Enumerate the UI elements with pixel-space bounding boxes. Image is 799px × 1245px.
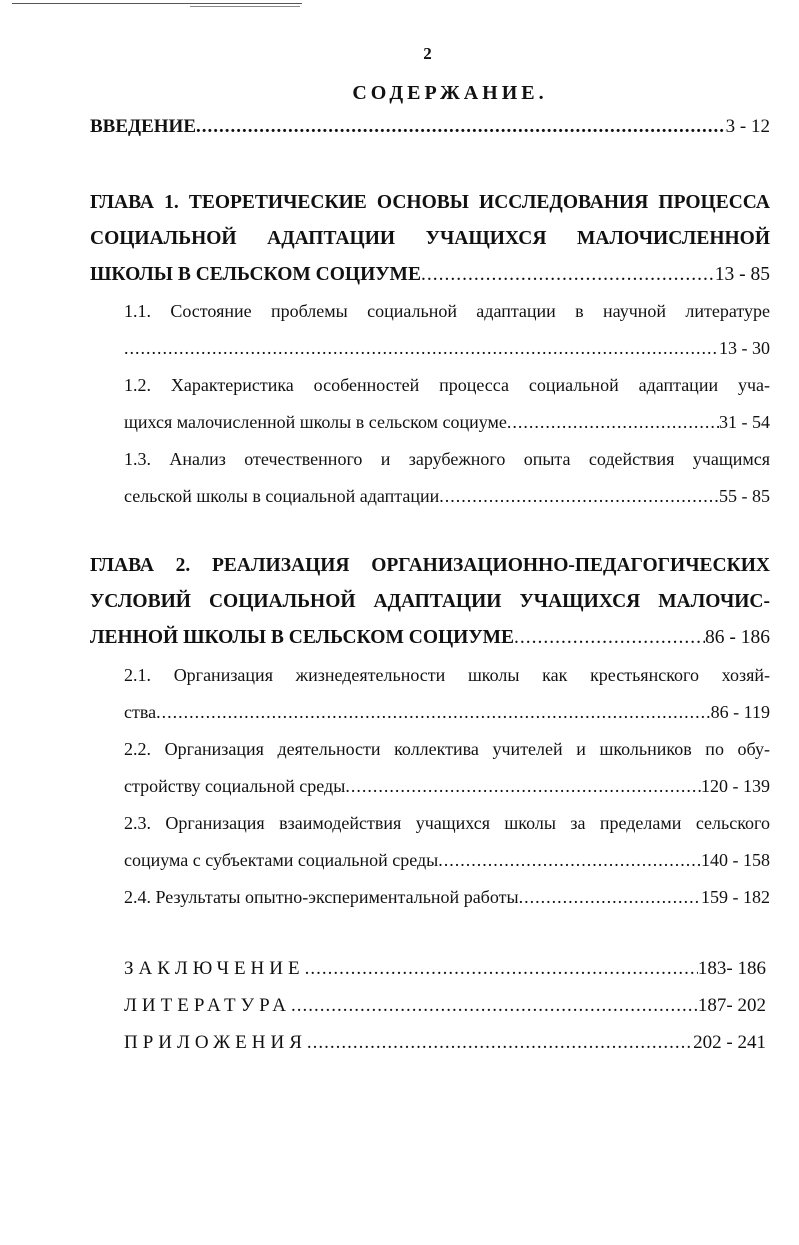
section-title-line: 1.2. Характеристика особенностей процесса социальной адаптации уча- [124,375,770,395]
section-title-last-line [124,330,770,367]
page-title: СОДЕРЖАНИЕ. [352,82,548,104]
chapter-title-line: УСЛОВИЙ СОЦИАЛЬНОЙ АДАПТАЦИИ УЧАЩИХСЯ МАЛОЧИС- [90,591,770,612]
chapter-title-last-line [90,257,770,293]
dot-leader [124,330,719,367]
chapter-title-tail: ЛЕННОЙ ШКОЛЫ В СЕЛЬСКОМ СОЦИУМЕ [90,627,515,648]
toc-entry-pages: 187- 202 [697,995,766,1016]
dot-leader [438,842,701,879]
toc-appendices [124,1032,766,1054]
section-title-line: 2.1. Организация жизнедеятельности школы как крестьянского хозяй- [124,665,770,685]
toc-entry-pages: 202 - 241 [693,1032,766,1053]
toc-entry-pages: 159 - 182 [701,887,770,907]
section-title-last-line [124,694,770,731]
dot-leader [196,116,726,138]
section-title-tail: ства [124,702,157,722]
section-title-line: 1.3. Анализ отечественного и зарубежного опыта содействия учащимся [124,449,770,469]
toc-entry-pages: 55 - 85 [719,486,770,506]
toc-entry-pages: 13 - 30 [719,338,770,358]
section-title-last-line [124,404,770,441]
dot-leader [507,404,719,441]
chapter-title-line: ГЛАВА 2. РЕАЛИЗАЦИЯ ОРГАНИЗАЦИОННО-ПЕДАГОГИЧЕСКИХ [90,555,770,576]
chapter-title-line: СОЦИАЛЬНОЙ АДАПТАЦИИ УЧАЩИХСЯ МАЛОЧИСЛЕННОЙ [90,228,770,249]
chapter-title-tail: ШКОЛЫ В СЕЛЬСКОМ СОЦИУМЕ [90,264,421,285]
toc-entry-pages: 3 - 12 [725,116,770,137]
page-number: 2 [423,44,432,63]
toc-entry-label: ПРИЛОЖЕНИЯ [124,1032,307,1053]
section-title-last-line [124,768,770,805]
section-title-tail: социума с субъектами социальной среды [124,850,439,870]
section-title-tail: 2.4. Результаты опытно-экспериментальной работы [124,887,519,907]
toc-section-2-2 [124,731,770,805]
dot-leader [291,995,698,1017]
dot-leader [305,958,698,980]
toc-entry-pages: 183- 186 [697,958,766,979]
toc-conclusion [124,958,766,980]
section-title-tail: сельской школы в социальной адаптации [124,486,440,506]
toc-chapter-2 [90,548,770,656]
toc-literature [124,995,766,1017]
chapter-title-line: ГЛАВА 1. ТЕОРЕТИЧЕСКИЕ ОСНОВЫ ИССЛЕДОВАНИЯ ПРОЦЕССА [90,192,770,213]
toc-section-1-1 [124,293,770,367]
toc-section-2-3 [124,805,770,879]
toc-section-2-1 [124,657,770,731]
toc-chapter-1 [90,185,770,293]
toc-entry-label: ВВЕДЕНИЕ [90,116,196,137]
dot-leader [307,1032,693,1054]
toc-section-2-4 [124,879,770,916]
toc-entry-pages: 120 - 139 [701,776,770,796]
dot-leader [514,620,705,656]
dot-leader [519,879,701,916]
toc-entry-pages: 31 - 54 [719,412,770,432]
dot-leader [421,257,715,293]
toc-entry-pages: 86 - 119 [710,702,770,722]
toc-entry-pages: 140 - 158 [701,850,770,870]
section-title-last-line [124,879,770,916]
section-title-last-line [124,478,770,515]
dot-leader [439,478,719,515]
dot-leader [345,768,701,805]
toc-section-1-2 [124,367,770,441]
scan-artifact-line [190,6,300,7]
section-title-line: 2.2. Организация деятельности коллектива учителей и школьников по обу- [124,739,770,759]
dot-leader [156,694,711,731]
toc-entry-label: ЗАКЛЮЧЕНИЕ [124,958,305,979]
toc-entry-pages: 86 - 186 [705,627,770,648]
toc-section-1-3 [124,441,770,515]
toc-introduction [90,116,770,138]
section-title-tail: стройству социальной среды [124,776,346,796]
toc-entry-pages: 13 - 85 [714,264,770,285]
section-title-tail: щихся малочисленной школы в сельском социуме [124,412,507,432]
section-title-last-line [124,842,770,879]
toc-entry-label: ЛИТЕРАТУРА [124,995,291,1016]
chapter-title-last-line [90,620,770,656]
section-title-line: 2.3. Организация взаимодействия учащихся школы за пределами сельского [124,813,770,833]
scan-artifact-line [12,3,302,4]
section-title-line: 1.1. Состояние проблемы социальной адаптации в научной литературе [124,301,770,321]
